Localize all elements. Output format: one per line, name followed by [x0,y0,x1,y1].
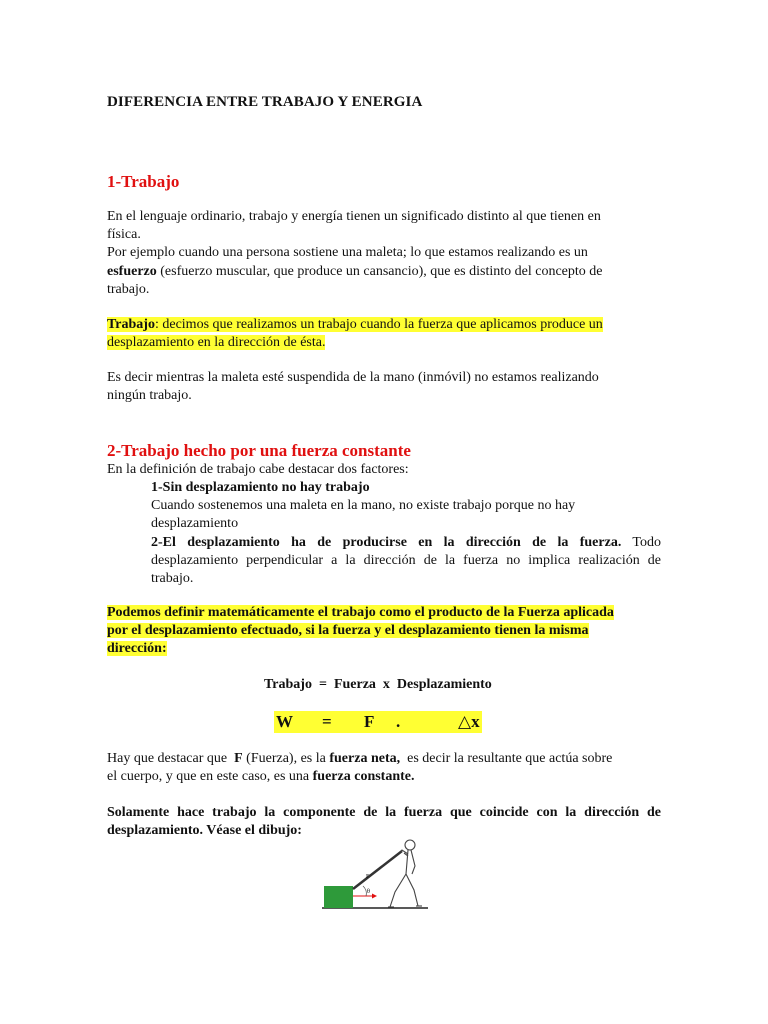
definition-highlight: Trabajo: decimos que realizamos un trabajo cuando la fuerza que aplicamos produce un desplazamiento en la dirección de ésta. [107,317,603,351]
person-figure [388,840,422,907]
factors-list: 1-Sin desplazamiento no hay trabajo Cuando sostenemos una maleta en la mano, no existe trabajo porque no hay desplazamiento 2-El desplazamiento ha de producirse en la dirección de la fuerza. Todo desplazamiento perpendicular a la dirección de la fuerza no implica realización de trabajo. [151,480,661,587]
pulling-box-figure [322,836,432,914]
force-label: F [366,874,370,880]
paragraph-factors-intro: En la definición de trabajo cabe destacar dos factores: [107,462,409,477]
theta-label: θ [367,889,370,895]
formula-words: Trabajo = Fuerza x Desplazamiento [264,677,492,692]
paragraph-fuerza-neta: Hay que destacar que F (Fuerza), es la fuerza neta, es decir la resultante que actúa sobre el cuerpo, y que en este caso, es una fuerza constante. [107,751,613,785]
section-heading-trabajo: 1-Trabajo [107,172,180,191]
angle-arc [363,886,366,896]
rope-line [353,851,402,889]
factor-2-title: 2-El desplazamiento ha de producirse en la dirección de la fuerza. Todo [151,534,661,550]
formula-symbolic: W = F . △x [274,711,482,733]
paragraph-componente: Solamente hace trabajo la componente de la fuerza que coincide con la dirección de desplazamiento. Véase el dibujo: [107,805,661,839]
paragraph-intro: En el lenguaje ordinario, trabajo y energía tienen un significado distinto al que tienen en física. Por ejemplo cuando una persona sostiene una maleta; lo que estamos realizando es un esfuerzo (esfuerzo muscular, que produce un cansancio), que es distinto del concepto de trabajo. [107,209,603,297]
green-box [324,886,353,908]
definition-formula-highlight: Podemos definir matemáticamente el trabajo como el producto de la Fuerza aplicada por el desplazamiento efectuado, si la fuerza y el desplazamiento tienen la misma dirección: [107,605,614,657]
section-heading-fuerza-constante: 2-Trabajo hecho por una fuerza constante [107,441,411,460]
document-title: DIFERENCIA ENTRE TRABAJO Y ENERGIA [107,94,423,110]
factor-1-title: 1-Sin desplazamiento no hay trabajo [151,480,370,495]
paragraph-example: Es decir mientras la maleta esté suspendida de la mano (inmóvil) no estamos realizando ningún trabajo. [107,370,599,404]
